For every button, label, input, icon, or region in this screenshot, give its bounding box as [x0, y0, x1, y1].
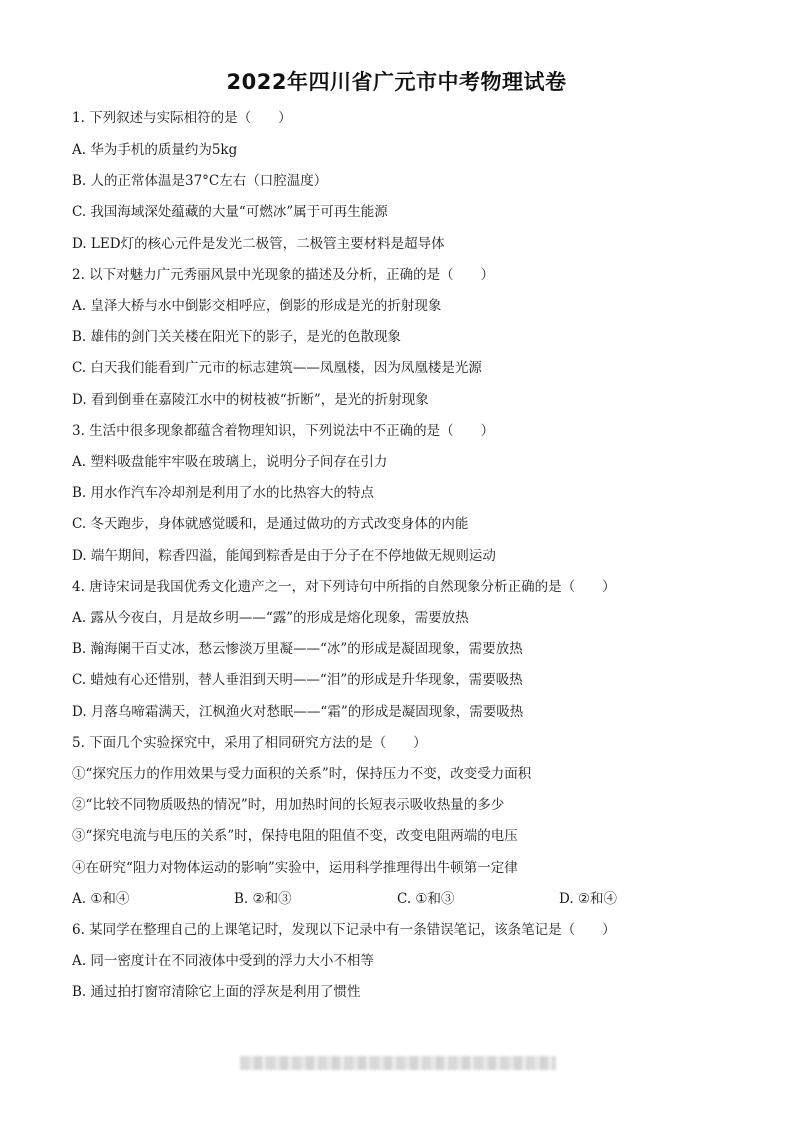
question-2-option-b: B. 雄伟的剑门关关楼在阳光下的影子，是光的色散现象: [72, 329, 402, 345]
question-1-option-c: C. 我国海域深处蕴藏的大量“可燃冰”属于可再生能源: [72, 204, 388, 220]
question-2-option-a: A. 皇泽大桥与水中倒影交相呼应，倒影的形成是光的折射现象: [72, 298, 442, 314]
question-4-option-b: B. 瀚海阑干百丈冰，愁云惨淡万里凝——“冰”的形成是凝固现象，需要放热: [72, 641, 523, 657]
question-6-stem: 6. 某同学在整理自己的上课笔记时，发现以下记录中有一条错误笔记，该条笔记是（ ）: [72, 922, 616, 938]
question-3-option-c: C. 冬天跑步，身体就感觉暖和，是通过做功的方式改变身体的内能: [72, 516, 469, 532]
question-4-stem: 4. 唐诗宋词是我国优秀文化遗产之一，对下列诗句中所指的自然现象分析正确的是（ ）: [72, 579, 616, 595]
question-3-option-d: D. 端午期间，粽香四溢，能闻到粽香是由于分子在不停地做无规则运动: [72, 548, 496, 564]
question-1-option-b: B. 人的正常体温是37°C左右（口腔温度）: [72, 173, 328, 189]
question-5-item-1: ①“探究压力的作用效果与受力面积的关系”时，保持压力不变，改变受力面积: [72, 766, 532, 782]
question-5-item-3: ③“探究电流与电压的关系”时，保持电阻的阻值不变，改变电阻两端的电压: [72, 828, 518, 844]
question-1-option-a: A. 华为手机的质量约为5kg: [72, 142, 238, 158]
question-4-option-d: D. 月落乌啼霜满天，江枫渔火对愁眠——“霜”的形成是凝固现象，需要吸热: [72, 704, 524, 720]
question-3-stem: 3. 生活中很多现象都蕴含着物理知识，下列说法中不正确的是（ ）: [72, 423, 495, 439]
question-5-option-d: D. ②和④: [559, 891, 618, 907]
question-2-stem: 2. 以下对魅力广元秀丽风景中光现象的描述及分析，正确的是（ ）: [72, 267, 495, 283]
question-4-option-a: A. 露从今夜白，月是故乡明——“露”的形成是熔化现象，需要放热: [72, 610, 469, 626]
question-6-option-b: B. 通过拍打窗帘清除它上面的浮灰是利用了惯性: [72, 984, 361, 1000]
question-2-option-c: C. 白天我们能看到广元市的标志建筑——凤凰楼，因为凤凰楼是光源: [72, 360, 482, 376]
question-1-stem: 1. 下列叙述与实际相符的是（ ）: [72, 110, 292, 126]
question-5-item-2: ②“比较不同物质吸热的情况”时，用加热时间的长短表示吸收热量的多少: [72, 797, 505, 813]
question-5-item-4: ④在研究“阻力对物体运动的影响”实验中，运用科学推理得出牛顿第一定律: [72, 860, 518, 876]
question-1-option-d: D. LED灯的核心元件是发光二极管，二极管主要材料是超导体: [72, 236, 445, 252]
question-3-option-b: B. 用水作汽车冷却剂是利用了水的比热容大的特点: [72, 485, 375, 501]
question-2-option-d: D. 看到倒垂在嘉陵江水中的树枝被“折断”，是光的折射现象: [72, 392, 429, 408]
blurred-footer-watermark: [240, 1056, 556, 1070]
question-5-option-a: A. ①和④: [72, 891, 130, 907]
question-5-options-row: [72, 888, 742, 910]
question-4-option-c: C. 蜡烛有心还惜别，替人垂泪到天明——“泪”的形成是升华现象，需要吸热: [72, 672, 523, 688]
question-5-stem: 5. 下面几个实验探究中，采用了相同研究方法的是（ ）: [72, 735, 427, 751]
page-title: 2022年四川省广元市中考物理试卷: [226, 70, 567, 94]
question-3-option-a: A. 塑料吸盘能牢牢吸在玻璃上，说明分子间存在引力: [72, 454, 388, 470]
question-5-option-c: C. ①和③: [397, 891, 455, 907]
question-5-option-b: B. ②和③: [234, 891, 292, 907]
question-6-option-a: A. 同一密度计在不同液体中受到的浮力大小不相等: [72, 953, 374, 969]
